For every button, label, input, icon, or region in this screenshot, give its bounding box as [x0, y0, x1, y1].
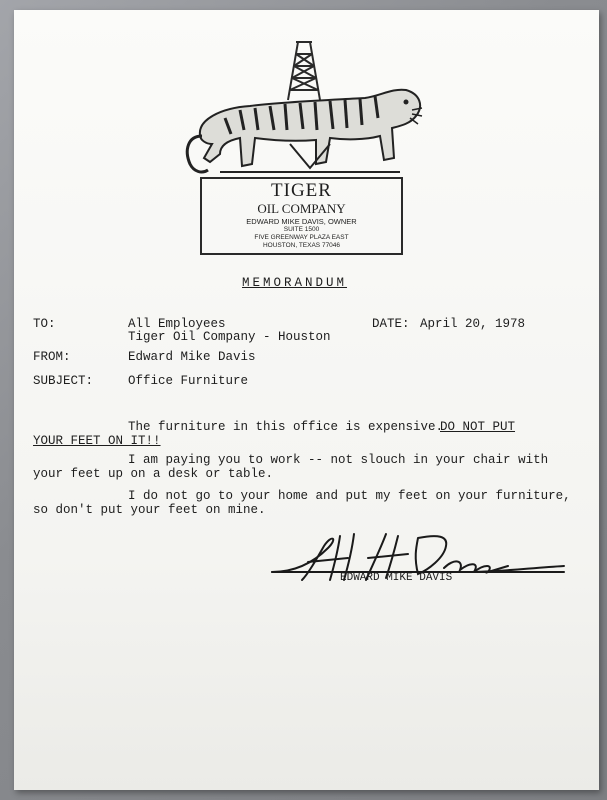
subject-label: SUBJECT: — [33, 374, 94, 388]
owner-line: EDWARD MIKE DAVIS, OWNER — [246, 217, 357, 226]
paragraph-2-line-1: I am paying you to work -- not slouch in your chair with — [128, 453, 549, 467]
paragraph-2-line-2: your feet up on a desk or table. — [33, 467, 274, 481]
from-value: Edward Mike Davis — [128, 350, 256, 364]
company-subtitle: OIL COMPANY — [257, 201, 346, 216]
paragraph-3-line-2: so don't put your feet on mine. — [33, 503, 266, 517]
to-line-2: Tiger Oil Company - Houston — [128, 330, 331, 344]
tiger-logo-icon — [180, 40, 430, 190]
paragraph-1-emphasis-2: YOUR FEET ON IT!! — [33, 434, 161, 448]
address-line-2: HOUSTON, TEXAS 77046 — [262, 242, 341, 249]
subject-value: Office Furniture — [128, 374, 249, 388]
paragraph-3-line-1: I do not go to your home and put my feet on your furniture, — [128, 489, 571, 503]
date-label: DATE: — [372, 317, 410, 331]
memo-heading: MEMORANDUM — [242, 276, 348, 290]
address-line-1: FIVE GREENWAY PLAZA EAST — [254, 234, 349, 241]
company-name: TIGER — [271, 180, 332, 201]
date-value: April 20, 1978 — [420, 317, 526, 331]
from-label: FROM: — [33, 350, 71, 364]
paragraph-1-text: The furniture in this office is expensive. — [128, 420, 444, 434]
signature-name: EDWARD MIKE DAVIS — [340, 572, 453, 584]
to-label: TO: — [33, 317, 56, 331]
letterhead-box — [200, 177, 403, 255]
paragraph-1-emphasis-1: DO NOT PUT — [440, 420, 516, 434]
suite-line: SUITE 1500 — [283, 226, 320, 233]
to-line-1: All Employees — [128, 317, 226, 331]
